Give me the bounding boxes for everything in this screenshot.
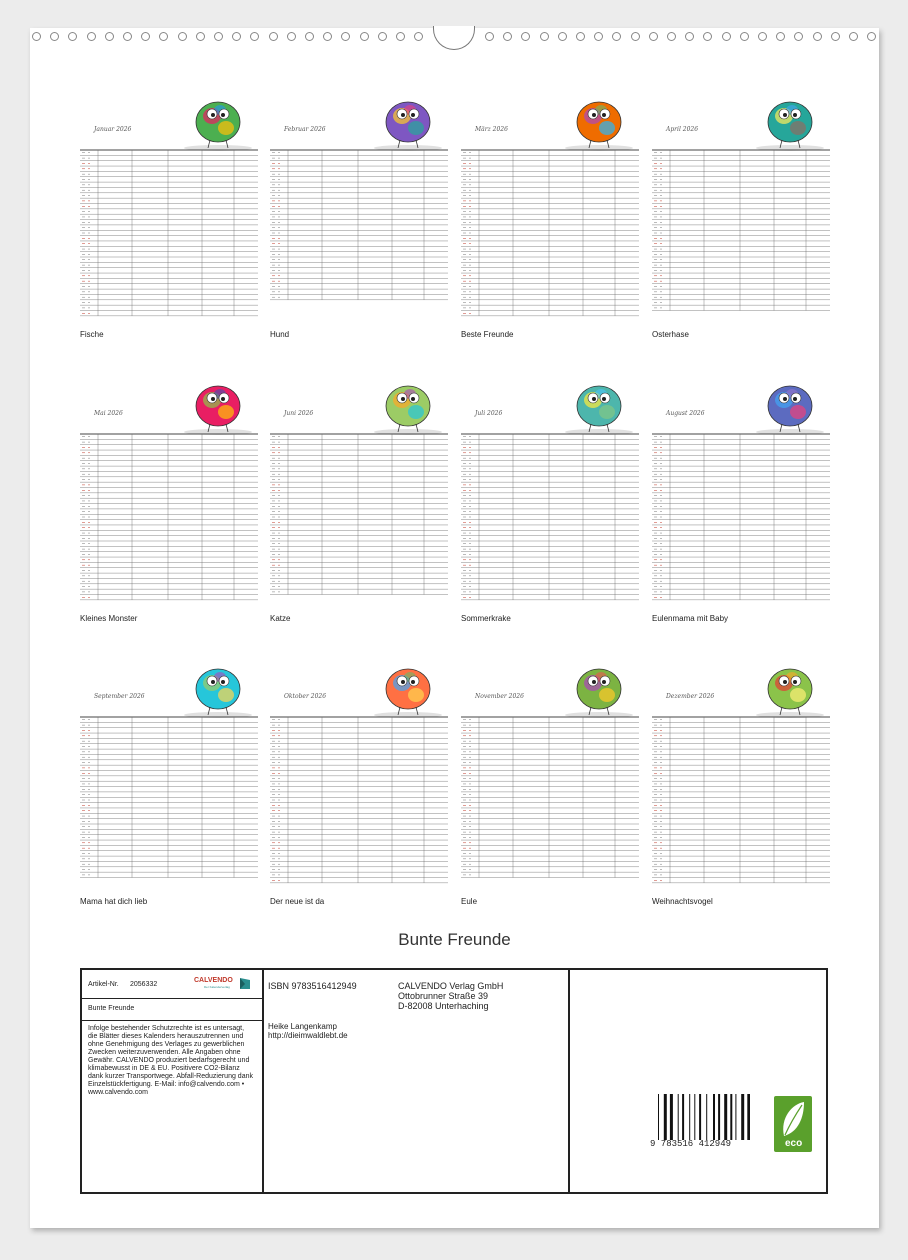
month-block (652, 647, 830, 906)
publisher-street: Ottobrunner Straße 39 (398, 991, 489, 1001)
month-block (652, 80, 830, 339)
month-table (80, 709, 258, 885)
eco-label: eco (785, 1138, 803, 1149)
binding-ring (540, 32, 549, 41)
binding-ring (250, 32, 259, 41)
binding-ring (813, 32, 822, 41)
month-grid-table (270, 709, 448, 885)
binding-ring (631, 32, 640, 41)
binding-ring (558, 32, 567, 41)
month-table (652, 709, 830, 885)
month-block (270, 647, 448, 906)
month-grid-table (652, 709, 830, 885)
binding-ring (722, 32, 731, 41)
publisher-city: D-82008 Unterhaching (398, 1001, 489, 1011)
binding-ring (269, 32, 278, 41)
binding-ring (667, 32, 676, 41)
binding-ring (740, 32, 749, 41)
month-block (461, 364, 639, 623)
binding-ring (703, 32, 712, 41)
binding-ring (123, 32, 132, 41)
month-title: Juni 2026 (284, 410, 314, 417)
month-grid-table (80, 709, 258, 885)
binding-ring (776, 32, 785, 41)
binding-ring (414, 32, 423, 41)
month-grid-table (270, 426, 448, 602)
month-table (80, 426, 258, 602)
isbn-barcode (650, 1094, 750, 1150)
binding-ring (178, 32, 187, 41)
month-block (270, 80, 448, 339)
isbn: ISBN 9783516412949 (268, 981, 357, 991)
binding-ring (159, 32, 168, 41)
barcode-digits: 9 783516 412949 (650, 1139, 732, 1149)
binding-ring (849, 32, 858, 41)
binding-ring (485, 32, 494, 41)
binding-ring (105, 32, 114, 41)
binding-ring (360, 32, 369, 41)
month-table (461, 709, 639, 885)
binding-ring (396, 32, 405, 41)
month-title: September 2026 (94, 693, 145, 700)
month-block (270, 364, 448, 623)
month-title: Dezember 2026 (666, 693, 715, 700)
binding-ring (576, 32, 585, 41)
binding-ring (232, 32, 241, 41)
binding-ring (287, 32, 296, 41)
month-caption: Eulenmama mit Baby (652, 614, 729, 623)
binding-ring (323, 32, 332, 41)
calvendo-logo (194, 977, 254, 993)
month-table (80, 142, 258, 318)
binding-ring (685, 32, 694, 41)
binding-ring (794, 32, 803, 41)
calvendo-logo-text: CALVENDO (194, 977, 233, 984)
month-grid-table (80, 142, 258, 318)
month-grid-table (461, 142, 639, 318)
month-caption: Osterhase (652, 330, 689, 339)
month-title: Januar 2026 (94, 126, 132, 133)
binding-ring (867, 32, 876, 41)
binding-ring (87, 32, 96, 41)
month-caption: Fische (80, 330, 104, 339)
binding-ring (214, 32, 223, 41)
legal-notice: Infolge bestehender Schutzrechte ist es untersagt, die Blätter dieses Kalenders herauszutrennen und ohne Genehmigung des Verlages zu gewerblichen Zwecken weiterzuverwenden. Alle Angaben ohne Gewähr. CALVENDO produziert bedarfsgerecht und klimabewusst in DE & EU. Positivere CO2-Bilanz dank kurzer Transportwege. Abfall-Reduzierung dank Einzelstückfertigung. E-Mail: info@calvendo.com • www.calvendo.com (88, 1025, 253, 1096)
imprint-middle (264, 970, 570, 1192)
month-block (80, 80, 258, 339)
imprint-right (570, 970, 826, 1192)
month-caption: Katze (270, 614, 291, 623)
binding-ring (68, 32, 77, 41)
month-table (270, 426, 448, 602)
month-title: Mai 2026 (94, 410, 123, 417)
calvendo-logo-tag: Der Kalenderverlag (204, 985, 230, 989)
notice-row (82, 1021, 262, 1191)
month-title: Februar 2026 (284, 126, 326, 133)
binding-ring (32, 32, 41, 41)
month-title: Oktober 2026 (284, 693, 327, 700)
month-grid-table (652, 426, 830, 602)
page-title: Bunte Freunde (398, 930, 511, 949)
hanger-hook (433, 26, 475, 50)
binding-ring (196, 32, 205, 41)
month-caption: Eule (461, 897, 478, 906)
binding-ring (378, 32, 387, 41)
month-table (270, 142, 448, 318)
month-table (461, 142, 639, 318)
product-title: Bunte Freunde (88, 1005, 135, 1012)
binding-ring (341, 32, 350, 41)
imprint-box (80, 968, 828, 1194)
calvendo-flag-icon (238, 977, 252, 991)
month-title: Juli 2026 (475, 410, 503, 417)
binding-ring (831, 32, 840, 41)
binding-ring (649, 32, 658, 41)
month-title: April 2026 (666, 126, 699, 133)
binding-ring (141, 32, 150, 41)
month-grid-table (80, 426, 258, 602)
month-caption: Kleines Monster (80, 614, 138, 623)
binding-ring (50, 32, 59, 41)
binding-ring (612, 32, 621, 41)
eco-badge (774, 1096, 812, 1152)
month-block (461, 647, 639, 906)
month-caption: Beste Freunde (461, 330, 514, 339)
calendar-sheet (30, 28, 879, 1228)
month-title: August 2026 (666, 410, 705, 417)
month-grid-table (270, 142, 448, 318)
month-table (652, 426, 830, 602)
month-table (652, 142, 830, 318)
product-title-row (82, 998, 262, 1021)
month-grid-table (652, 142, 830, 318)
month-block (80, 364, 258, 623)
article-row (82, 970, 262, 999)
month-caption: Hund (270, 330, 290, 339)
month-title: März 2026 (475, 126, 508, 133)
binding-ring (758, 32, 767, 41)
month-caption: Mama hat dich lieb (80, 897, 148, 906)
month-block (80, 647, 258, 906)
month-caption: Der neue ist da (270, 897, 325, 906)
month-block (652, 364, 830, 623)
month-block (461, 80, 639, 339)
month-title: November 2026 (475, 693, 524, 700)
month-grid-table (461, 426, 639, 602)
barcode-bars (658, 1094, 750, 1140)
imprint-left (82, 970, 264, 1192)
month-table (461, 426, 639, 602)
publisher-name: CALVENDO Verlag GmbH (398, 981, 504, 991)
month-caption: Weihnachtsvogel (652, 897, 713, 906)
author-name: Heike Langenkamp (268, 1022, 337, 1031)
binding-ring (305, 32, 314, 41)
author-url: http://dieimwaldlebt.de (268, 1031, 348, 1040)
binding-ring (594, 32, 603, 41)
spiral-binding (30, 32, 879, 48)
month-grid-table (461, 709, 639, 885)
month-caption: Sommerkrake (461, 614, 511, 623)
month-table (270, 709, 448, 885)
binding-ring (503, 32, 512, 41)
binding-ring (521, 32, 530, 41)
article-label: Artikel-Nr. (88, 981, 119, 988)
article-number: 2056332 (130, 981, 158, 988)
